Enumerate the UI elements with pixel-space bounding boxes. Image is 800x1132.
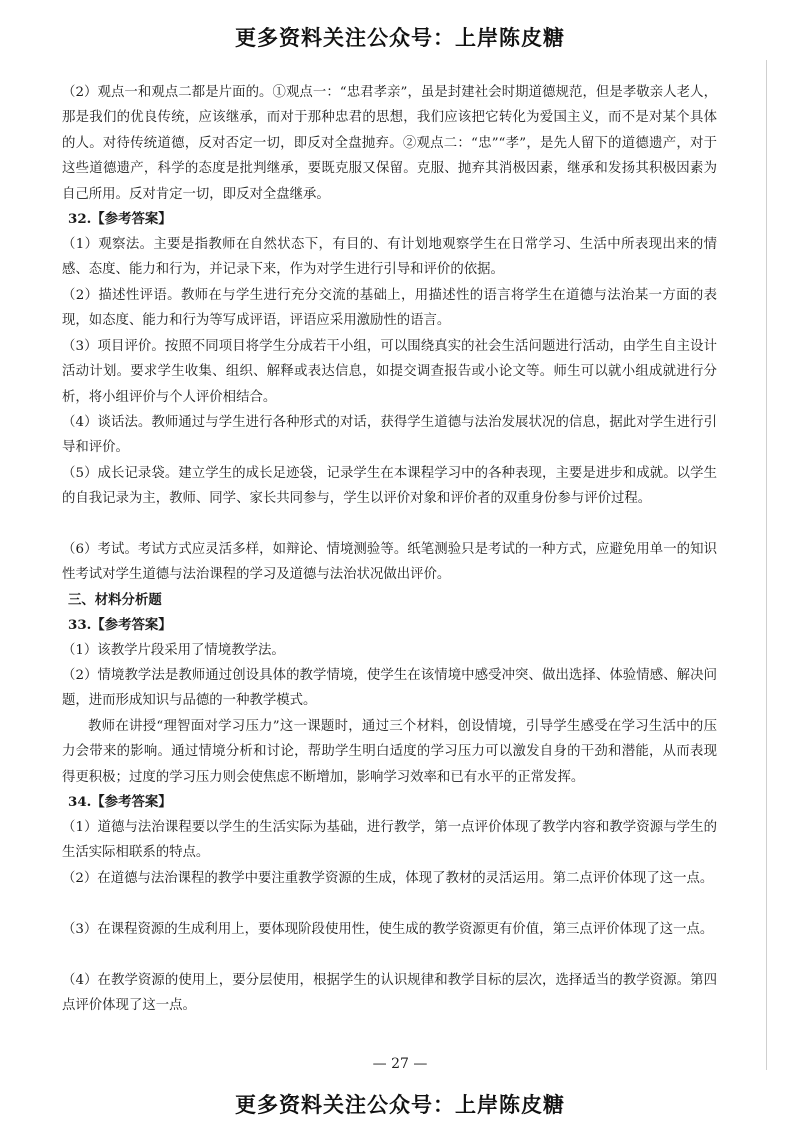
answer-32-item2: （2）描述性评语。教师在与学生进行充分交流的基础上，用描述性的语言将学生在道德与法治某一方面的表现，如态度、能力和行为等写成评语，评语应采用激励性的语言。 [62,288,717,329]
answer-31-part2: （2）观点一和观点二都是片面的。①观点一：“忠君孝亲”，虽是封建社会时期道德规范，但是孝敬亲人老人，那是我们的优良传统，应该继承，而对于那种忠君的思想，我们应该把它转化为爱国主义，而不是对某个具体的人。对待传统道德，反对否定一切，即反对全盘抛弃。②观点二：“忠”“孝”，是先人留下的道德遗产，对于这些道德遗产，科学的态度是批判继承，要既克服又保留。克服、抛弃其消极因素，继承和发扬其积极因素为自己所用。反对肯定一切，即反对全盘继承。 [62,85,717,202]
answer-32-item3: （3）项目评价。按照不同项目将学生分成若干小组，可以围绕真实的社会生活问题进行活动，由学生自主设计活动计划。要求学生收集、组织、解释或表达信息，如提交调查报告或小论文等。师生可以就小组成就进行分析，将小组评价与个人评价相结合。 [62,339,717,405]
section-heading-material-analysis: 三、材料分析题 [68,592,162,608]
banner-bottom: 更多资料关注公众号：上岸陈皮糖 [235,1093,565,1117]
answer-32-item1: （1）观察法。主要是指教师在自然状态下，有目的、有计划地观察学生在日常学习、生活中所表现出来的情感、态度、能力和行为，并记录下来，作为对学生进行引导和评价的依据。 [62,237,717,278]
answer-34-item1: （1）道德与法治课程要以学生的生活实际为基础，进行教学，第一点评价体现了教学内容和教学资源与学生的生活实际相联系的特点。 [62,820,717,861]
page-edge-line [766,60,767,1070]
answer-32-item4: （4）谈话法。教师通过与学生进行各种形式的对话，获得学生道德与法治发展状况的信息，据此对学生进行引导和评价。 [62,415,717,456]
heading-q33: 33.【参考答案】 [68,617,172,633]
page-content [62,80,717,1019]
banner-top: 更多资料关注公众号：上岸陈皮糖 [235,26,565,50]
answer-32-item6: （6）考试。考试方式应灵活多样，如辩论、情境测验等。纸笔测验只是考试的一种方式，应避免用单一的知识性考试对学生道德与法治课程的学习及道德与法治状况做出评价。 [62,542,717,583]
answer-32-item5: （5）成长记录袋。建立学生的成长足迹袋，记录学生在本课程学习中的各种表现，主要是进步和成就。以学生的自我记录为主，教师、同学、家长共同参与，学生以评价对象和评价者的双重身份参与评价过程。 [62,466,717,507]
heading-q32: 32.【参考答案】 [68,211,172,227]
answer-33-item1: （1）该教学片段采用了情境教学法。 [62,643,285,658]
page-number: — 27 — [372,1056,428,1072]
answer-34-item3: （3）在课程资源的生成利用上，要体现阶段使用性，使生成的教学资源更有价值，第三点评价体现了这一点。 [62,922,714,937]
answer-34-item4: （4）在教学资源的使用上，要分层使用，根据学生的认识规律和教学目标的层次，选择适当的教学资源。第四点评价体现了这一点。 [62,973,717,1014]
answer-33-item2: （2）情境教学法是教师通过创设具体的教学情境，使学生在该情境中感受冲突、做出选择、体验情感、解决问题，进而形成知识与品德的一种教学模式。 [62,668,717,709]
heading-q34: 34.【参考答案】 [68,794,172,810]
answer-34-item2: （2）在道德与法治课程的教学中要注重教学资源的生成，体现了教材的灵活运用。第二点评价体现了这一点。 [62,871,714,886]
answer-33-explanation: 教师在讲授“理智面对学习压力”这一课题时，通过三个材料，创设情境，引导学生感受在学习生活中的压力会带来的影响。通过情境分析和讨论，帮助学生明白适度的学习压力可以激发自身的干劲和潜能，从而表现得更积极；过度的学习压力则会使焦虑不断增加，影响学习效率和已有水平的正常发挥。 [62,719,717,785]
